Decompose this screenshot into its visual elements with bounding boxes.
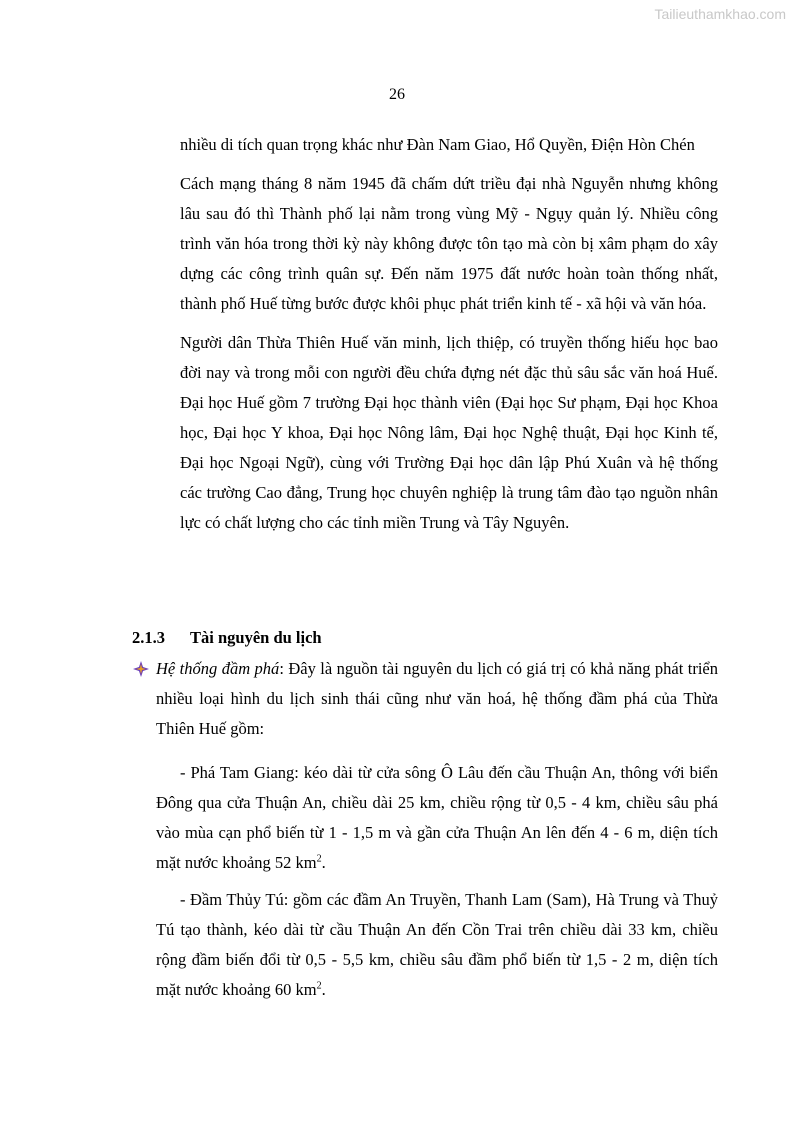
star-bullet-icon [132,660,150,678]
list-item-text: - Phá Tam Giang: kéo dài từ cửa sông Ô Lâu đến cầu Thuận An, thông với biển Đông qua cửa Thuận An, chiều dài 25 km, chiều rộng từ 0,5 - 4 km, chiều sâu phá vào mùa cạn phổ biến từ 1 - 1,5 m và gần cửa Thuận An lên đến 4 - 6 m, diện tích mặt nước khoảng 52 km [156,763,718,872]
superscript: 2 [316,853,322,865]
paragraph-2: Cách mạng tháng 8 năm 1945 đã chấm dứt triều đại nhà Nguyễn nhưng không lâu sau đó thì Thành phố lại nằm trong vùng Mỹ - Ngụy quản lý. Nhiều công trình văn hóa trong thời kỳ này không được tôn tạo mà còn bị xâm phạm do xây dựng các công trình quân sự. Đến năm 1975 đất nước hoàn toàn thống nhất, thành phố Huế từng bước được khôi phục phát triển kinh tế - xã hội và văn hóa. [180,174,718,313]
paragraph-1: nhiều di tích quan trọng khác như Đàn Nam Giao, Hổ Quyền, Điện Hòn Chén [180,135,695,154]
watermark: Tailieuthamkhao.com [654,6,786,22]
superscript: 2 [316,980,322,992]
list-item-thuy-tu [156,885,718,1005]
section-title: Tài nguyên du lịch [190,628,322,647]
list-item-text: - Đầm Thủy Tú: gồm các đầm An Truyền, Thanh Lam (Sam), Hà Trung và Thuỷ Tú tạo thành, kéo dài từ cầu Thuận An đến Cồn Trai trên chiều dài 33 km, chiều rộng đầm biến đổi từ 0,5 - 5,5 km, chiều sâu đầm phổ biến từ 1,5 - 2 m, diện tích mặt nước khoảng 60 km [156,890,718,999]
list-item-tam-giang [156,758,718,878]
paragraph-3: Người dân Thừa Thiên Huế văn minh, lịch thiệp, có truyền thống hiếu học bao đời nay và trong mỗi con người đều chứa đựng nét đặc thủ sâu sắc văn hoá Huế. Đại học Huế gồm 7 trường Đại học thành viên (Đại học Sư phạm, Đại học Khoa học, Đại học Y khoa, Đại học Nông lâm, Đại học Nghệ thuật, Đại học Kinh tế, Đại học Ngoại Ngữ), cùng với Trường Đại học dân lập Phú Xuân và hệ thống các trường Cao đẳng, Trung học chuyên nghiệp là trung tâm đào tạo nguồn nhân lực có chất lượng cho các tỉnh miền Trung và Tây Nguyên. [180,333,718,532]
list-item-end: . [321,980,326,999]
body-text [180,130,718,538]
bullet-paragraph [132,654,718,744]
list-item-end: . [321,853,326,872]
section-number: 2.1.3 [132,628,165,647]
page-number: 26 [389,86,405,103]
bullet-term: Hệ thống đầm phá [156,659,280,678]
bullet-text: : Đây là nguồn tài nguyên du lịch có giá trị có khả năng phát triển nhiều loại hình du lịch sinh thái cũng như văn hoá, hệ thống đầm phá của Thừa Thiên Huế gồm: [156,659,718,738]
section-heading [132,623,322,653]
